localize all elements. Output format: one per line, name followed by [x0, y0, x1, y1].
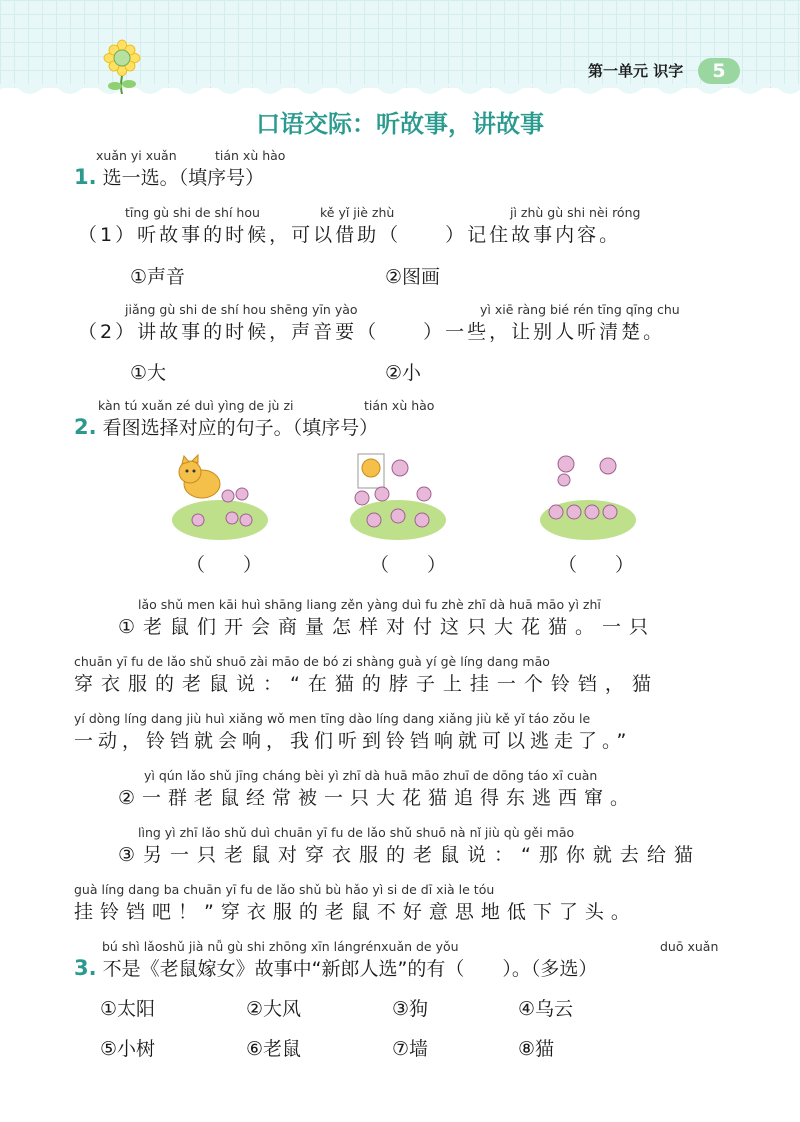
q1-s2-pinyin-b: yì xiē ràng bié rén tīng qīng chu	[480, 302, 680, 317]
flower-icon	[98, 38, 146, 94]
q3-number: 3.	[74, 956, 97, 980]
answer-blank-2[interactable]: （ ）	[370, 554, 447, 576]
q1-s1-pinyin-b: kě yǐ jiè zhù	[320, 205, 395, 220]
q3-text: 不是《老鼠嫁女》故事中“新郎人选”的有（ ）。（多选）	[102, 958, 598, 980]
q3-option-1: ①太阳	[100, 998, 156, 1020]
q2-text: 看图选择对应的句子。（填序号）	[102, 417, 379, 439]
q2-o3-pinyin: lìng yì zhī lǎo shǔ duì chuān yī fu de lǎo shǔ shuō nà nǐ jiù qù gěi māo	[138, 825, 575, 840]
q2-option-1-line-2: 穿衣服的老鼠说：“在猫的脖子上挂一个铃铛，猫	[74, 673, 659, 695]
q2-option-1-line-3: 一动，铃铛就会响，我们听到铃铛响就可以逃走了。”	[74, 730, 632, 752]
q1-number: 1.	[74, 165, 97, 189]
q2-o1-pinyin: lǎo shǔ men kāi huì shāng liang zěn yàng duì fu zhè zhī dà huā māo yì zhī	[138, 597, 601, 612]
q1-s1-pinyin-c: jì zhù gù shi nèi róng	[510, 205, 641, 220]
q2-option-2: ②一群老鼠经常被一只大花猫追得东逃西窜。	[118, 787, 637, 809]
q1-pinyin-a: xuǎn yi xuǎn	[96, 148, 177, 163]
q1-pinyin-b: tián xù hào	[215, 148, 286, 163]
q2-o1b-pinyin: chuān yī fu de lǎo shǔ shuō zài māo de bó zi shàng guà yí gè líng dang māo	[74, 654, 550, 669]
page-title: 口语交际：听故事，讲故事	[256, 110, 544, 138]
answer-blank-3[interactable]: （ ）	[558, 554, 635, 576]
q2-o2-pinyin: yì qún lǎo shǔ jīng cháng bèi yì zhī dà huā māo zhuī de dōng táo xī cuàn	[144, 768, 598, 783]
q1-text: 选一选。（填序号）	[102, 167, 265, 189]
page-number: 5	[698, 58, 740, 84]
q3-pinyin-a: bú shì lǎoshǔ jià nǚ gù shi zhōng xīn lángrénxuǎn de yǒu	[102, 939, 459, 954]
q2-option-1-line-1: ①老鼠们开会商量怎样对付这只大花猫。一只	[118, 616, 657, 638]
q2-option-3-line-2: 挂铃铛吧！”穿衣服的老鼠不好意思地低下了头。	[74, 901, 637, 923]
q2-option-3-line-1: ③另一只老鼠对穿衣服的老鼠说：“那你就去给猫	[118, 844, 701, 866]
q3-option-6: ⑥老鼠	[246, 1038, 302, 1060]
q1-s2-pinyin-a: jiǎng gù shi de shí hou shēng yīn yào	[125, 302, 358, 317]
q2-pinyin-b: tián xù hào	[364, 398, 435, 413]
q1-s1-option-2: ②图画	[385, 266, 441, 288]
picture-mice-talking	[538, 450, 638, 542]
q1-s2-option-2: ②小	[385, 362, 422, 384]
q3-option-7: ⑦墙	[392, 1038, 429, 1060]
q3-pinyin-b: duō xuǎn	[660, 939, 719, 954]
q3-option-8: ⑧猫	[518, 1038, 555, 1060]
answer-blank-1[interactable]: （ ）	[186, 554, 263, 576]
q3-option-4: ④乌云	[518, 998, 574, 1020]
q1-s1-pinyin-a: tīng gù shi de shí hou	[125, 205, 260, 220]
q2-o1c-pinyin: yí dòng líng dang jiù huì xiǎng wǒ men tīng dào líng dang xiǎng jiù kě yǐ táo zǒu le	[74, 711, 591, 726]
q1-s1-option-1: ①声音	[130, 266, 186, 288]
picture-mice-meeting	[348, 450, 448, 542]
q1-s2-text: （2）讲故事的时候，声音要（ ）一些，让别人听清楚。	[78, 321, 666, 343]
q2-o3b-pinyin: guà líng dang ba chuān yī fu de lǎo shǔ bù hǎo yì si de dī xià le tóu	[74, 882, 495, 897]
picture-cat-chasing-mice	[170, 450, 270, 542]
q3-option-3: ③狗	[392, 998, 429, 1020]
q2-pinyin-a: kàn tú xuǎn zé duì yìng de jù zi	[98, 398, 294, 413]
q3-option-2: ②大风	[246, 998, 302, 1020]
q1-s2-option-1: ①大	[130, 362, 167, 384]
q1-s1-text: （1）听故事的时候，可以借助（ ）记住故事内容。	[78, 224, 622, 246]
unit-label: 第一单元 识字	[588, 62, 684, 80]
q2-number: 2.	[74, 415, 97, 439]
q3-option-5: ⑤小树	[100, 1038, 156, 1060]
